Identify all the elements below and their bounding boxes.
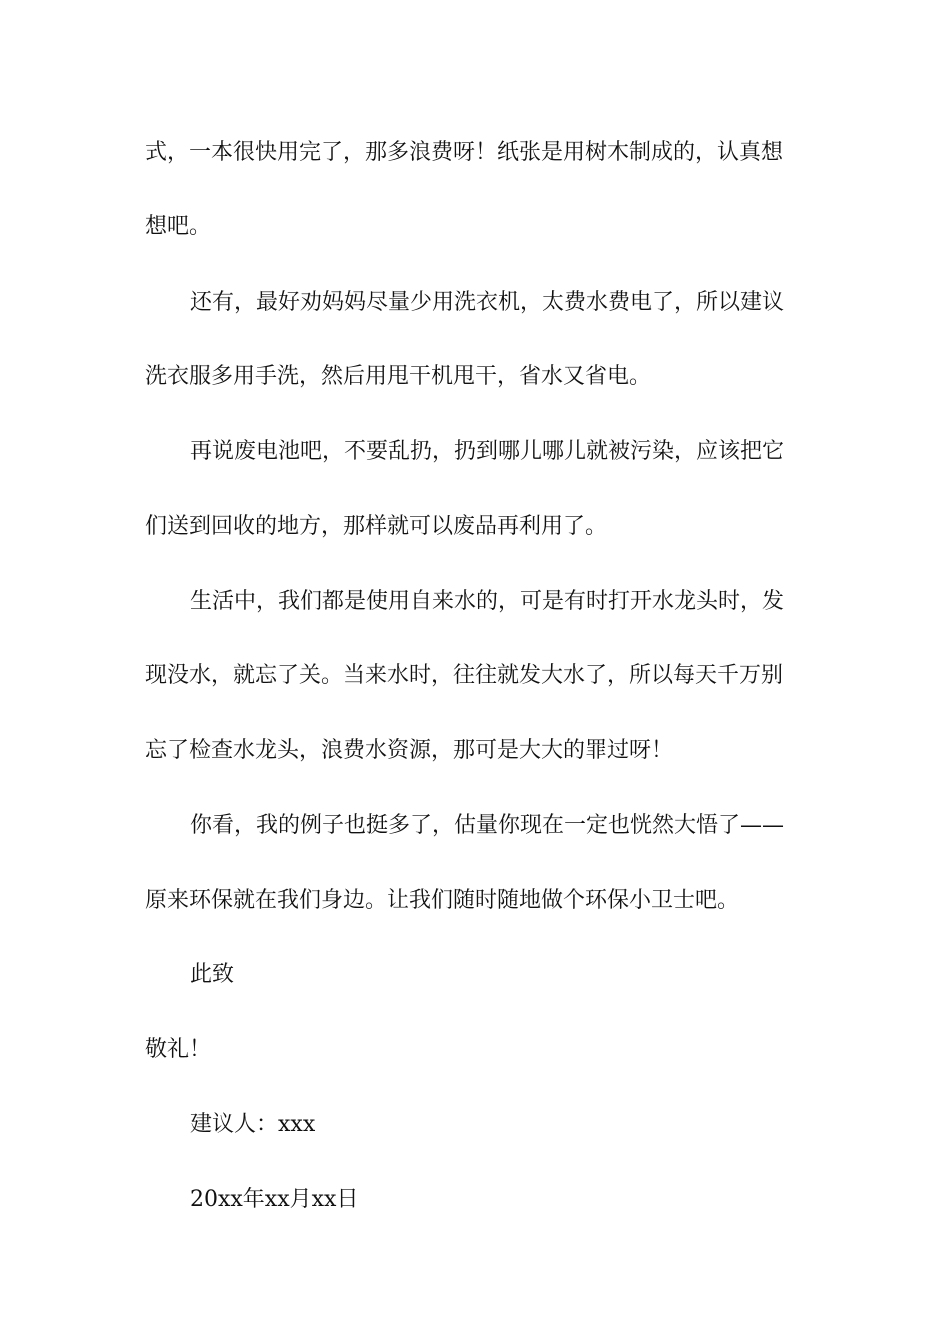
text-line-2: 想吧。 — [145, 214, 212, 239]
closing-greeting-2: 敬礼！ — [145, 1037, 212, 1062]
text-line-6: 们送到回收的地方，那样就可以废品再利用了。 — [145, 514, 608, 539]
signature-line: 建议人：xxx — [190, 1112, 316, 1137]
text-line-4: 洗衣服多用手洗，然后用甩干机甩干，省水又省电。 — [145, 364, 652, 389]
closing-greeting-1: 此致 — [190, 962, 235, 987]
text-line-1: 式，一本很快用完了，那多浪费呀！纸张是用树木制成的，认真想 — [145, 140, 784, 165]
text-line-9: 忘了检查水龙头，浪费水资源，那可是大大的罪过呀！ — [145, 738, 674, 763]
text-line-3: 还有，最好劝妈妈尽量少用洗衣机，太费水费电了，所以建议 — [190, 290, 785, 315]
text-line-10: 你看，我的例子也挺多了，估量你现在一定也恍然大悟了—— — [190, 813, 785, 838]
text-line-5: 再说废电池吧，不要乱扔，扔到哪儿哪儿就被污染，应该把它 — [190, 439, 785, 464]
text-line-7: 生活中，我们都是使用自来水的，可是有时打开水龙头时，发 — [190, 589, 785, 614]
text-line-11: 原来环保就在我们身边。让我们随时随地做个环保小卫士吧。 — [145, 888, 740, 913]
date-line: 20xx年xx月xx日 — [190, 1187, 359, 1212]
text-line-8: 现没水，就忘了关。当来水时，往往就发大水了，所以每天千万别 — [145, 663, 784, 688]
